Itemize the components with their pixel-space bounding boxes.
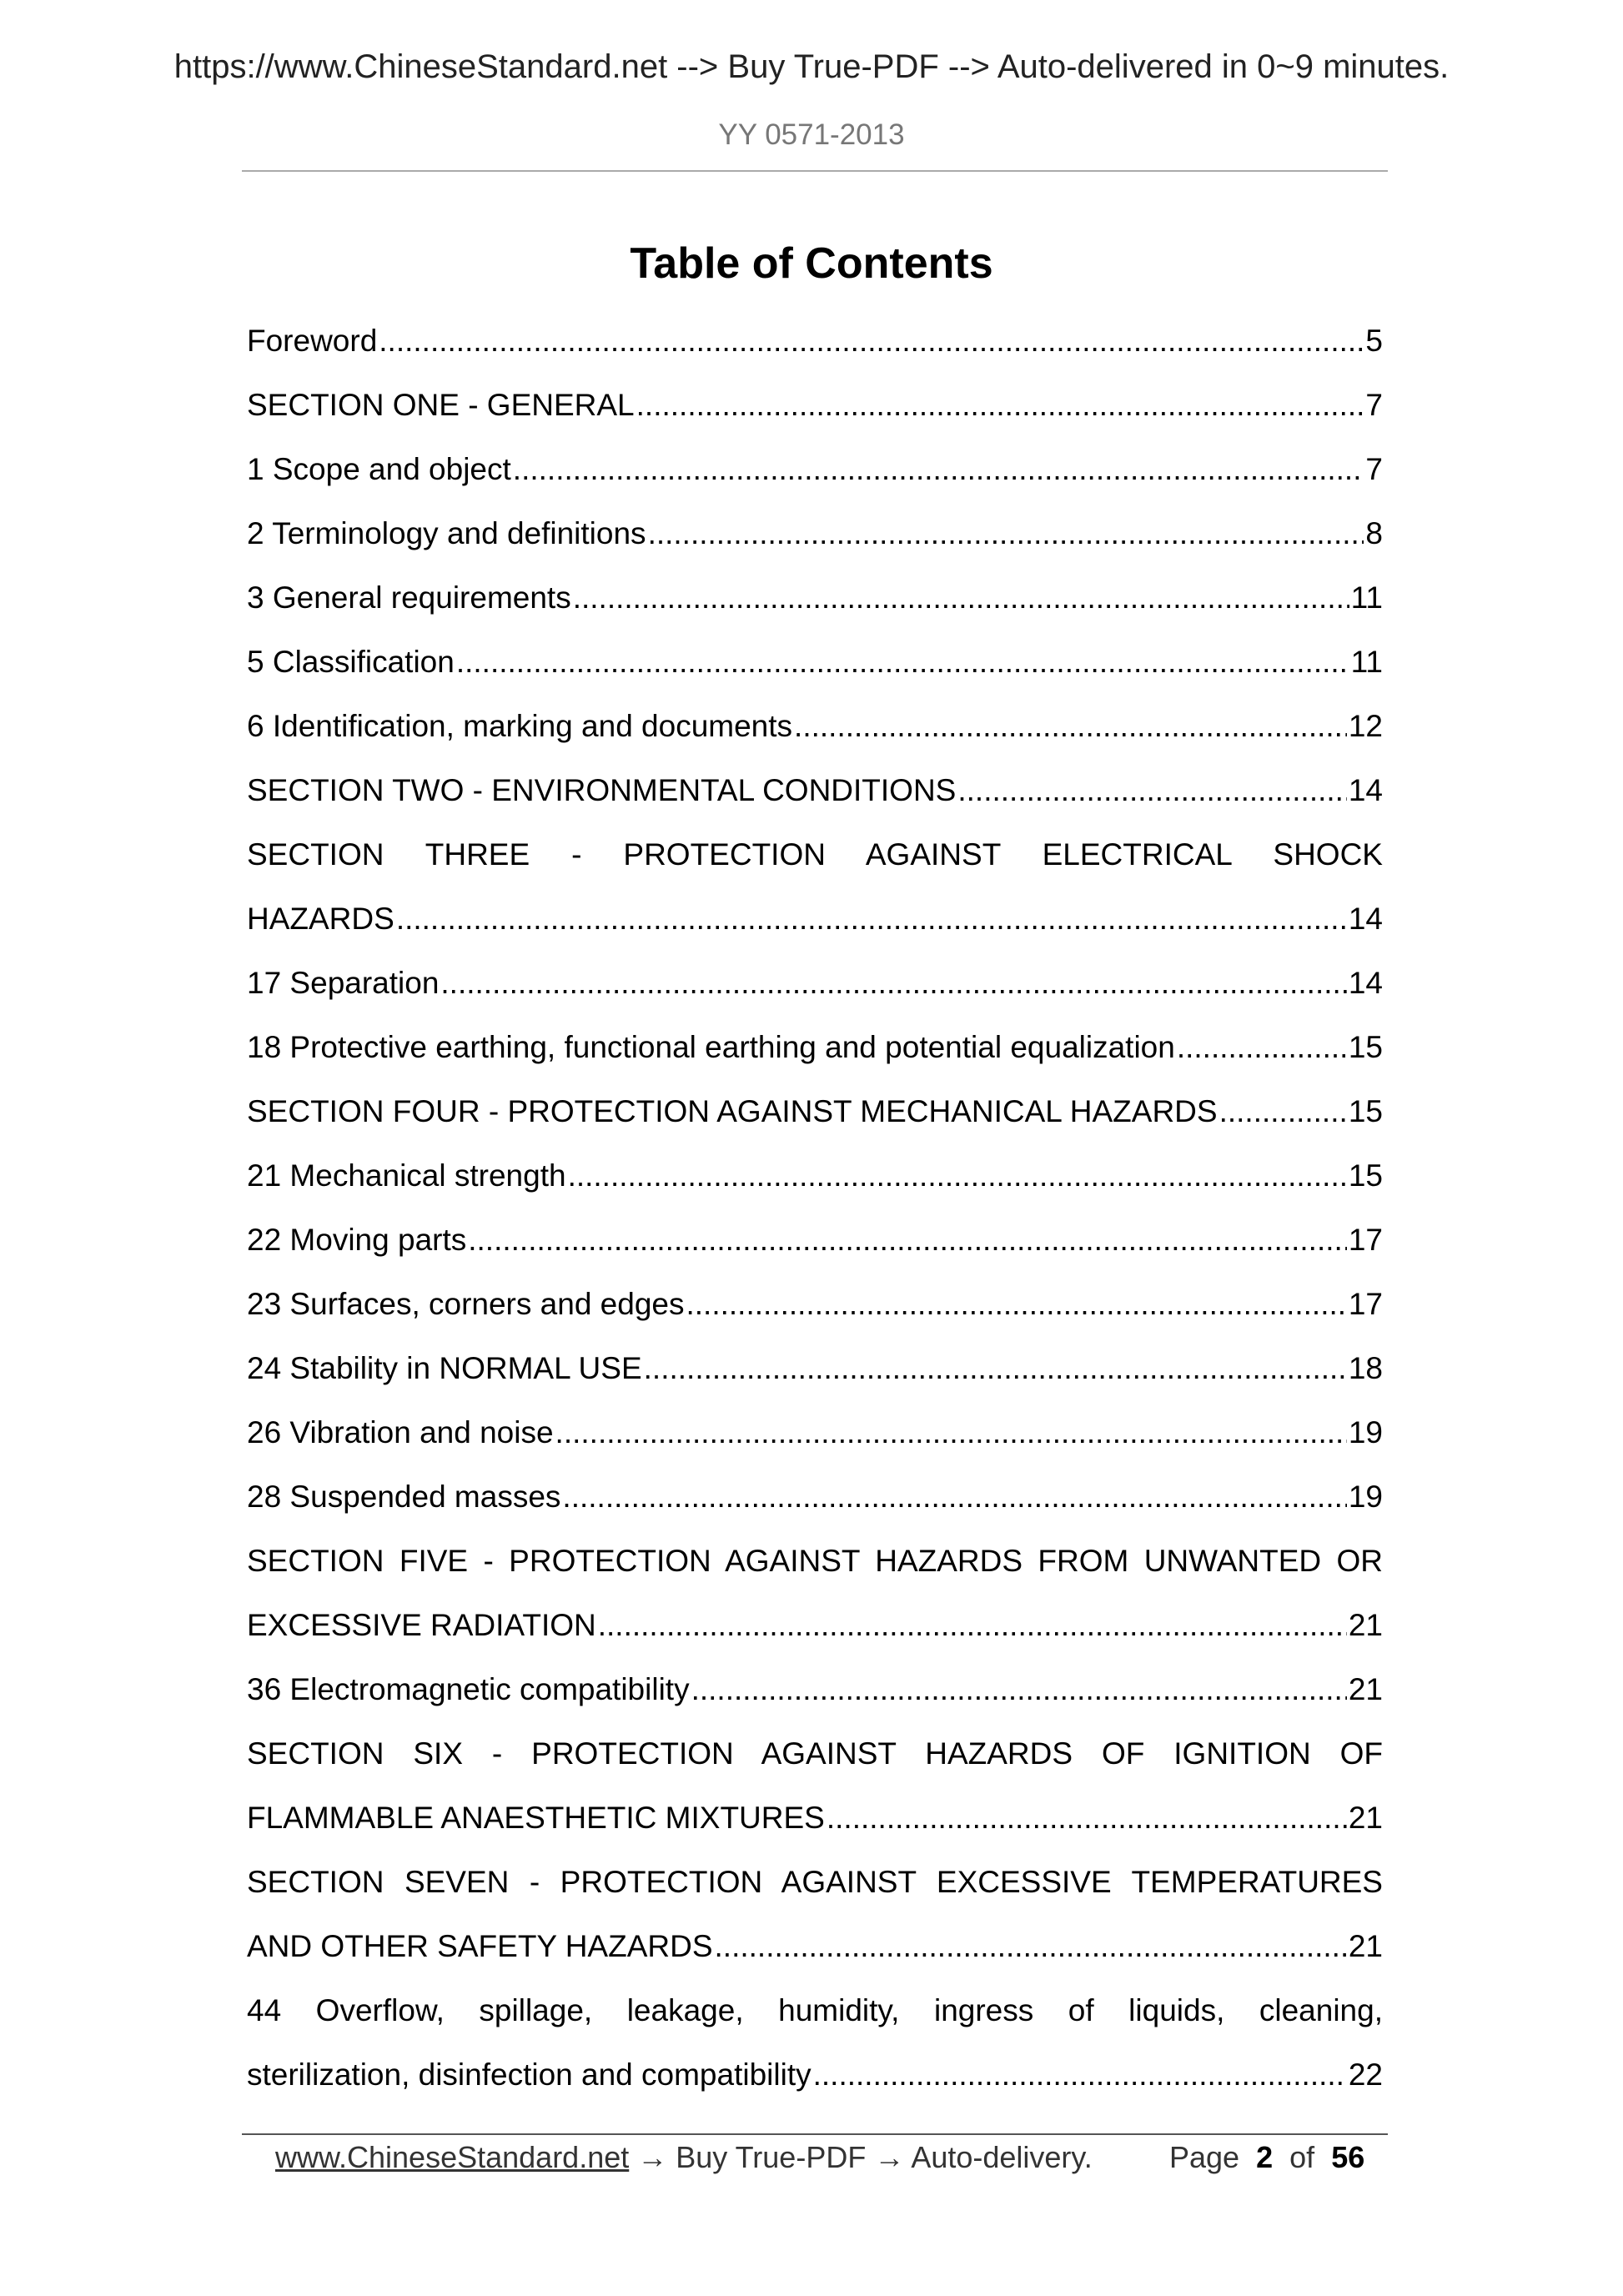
toc-entry-page: 19: [1348, 1415, 1383, 1449]
toc-entry-section-seven[interactable]: [247, 1914, 1383, 1978]
toc-entry-1[interactable]: [247, 437, 1383, 501]
toc-entry-title: SECTION ONE - GENERAL: [247, 388, 635, 422]
toc-entry-page: 11: [1350, 580, 1383, 615]
toc-entry-page: 21: [1348, 1672, 1383, 1706]
table-of-contents: [247, 309, 1383, 2107]
toc-entry-title: 3 General requirements: [247, 580, 571, 615]
dot-leader: [562, 1465, 1346, 1529]
top-banner: https://www.ChineseStandard.net --> Buy True-PDF --> Auto-delivered in 0~9 minutes.: [173, 48, 1450, 85]
toc-entry-title: AND OTHER SAFETY HAZARDS: [247, 1929, 713, 1963]
toc-entry-page: 15: [1348, 1030, 1383, 1064]
dot-leader: [715, 1914, 1347, 1978]
toc-entry-title: EXCESSIVE RADIATION: [247, 1608, 596, 1642]
toc-entry-title: 18 Protective earthing, functional earthing and potential equalization: [247, 1030, 1175, 1064]
dot-leader: [396, 887, 1347, 951]
toc-entry-title: Foreword: [247, 324, 378, 358]
toc-entry-page: 14: [1348, 966, 1383, 1000]
toc-entry-22[interactable]: [247, 1208, 1383, 1272]
toc-entry-title: SECTION TWO - ENVIRONMENTAL CONDITIONS: [247, 773, 957, 807]
footer-link[interactable]: www.ChineseStandard.net: [275, 2140, 630, 2174]
dot-leader: [555, 1400, 1347, 1465]
toc-entry-title: 36 Electromagnetic compatibility: [247, 1672, 690, 1706]
toc-entry-page: 12: [1348, 709, 1383, 743]
toc-entry-foreword[interactable]: [247, 309, 1383, 373]
toc-entry-section-seven-line1[interactable]: SECTION SEVEN - PROTECTION AGAINST EXCESSIVE TEMPERATURES: [247, 1865, 1383, 1899]
toc-entry-section-three-line1[interactable]: SECTION THREE - PROTECTION AGAINST ELECTRICAL SHOCK: [247, 837, 1383, 872]
toc-entry-title: 1 Scope and object: [247, 452, 511, 486]
toc-entry-26[interactable]: [247, 1400, 1383, 1465]
dot-leader: [440, 951, 1346, 1015]
toc-entry-page: 15: [1348, 1158, 1383, 1193]
toc-entry-36[interactable]: [247, 1657, 1383, 1721]
toc-entry-page: 14: [1348, 773, 1383, 807]
header-divider: [242, 170, 1388, 172]
toc-entry-title: HAZARDS: [247, 902, 394, 936]
dot-leader: [691, 1657, 1347, 1721]
toc-entry-section-six[interactable]: [247, 1786, 1383, 1850]
toc-entry-title: 17 Separation: [247, 966, 440, 1000]
dot-leader: [648, 501, 1364, 565]
dot-leader: [794, 694, 1347, 758]
toc-entry-title: SECTION FOUR - PROTECTION AGAINST MECHANICAL HAZARDS: [247, 1094, 1218, 1128]
toc-entry-21[interactable]: [247, 1143, 1383, 1208]
toc-entry-28[interactable]: [247, 1465, 1383, 1529]
toc-entry-23[interactable]: [247, 1272, 1383, 1336]
toc-entry-section-two[interactable]: [247, 758, 1383, 822]
toc-entry-page: 17: [1348, 1287, 1383, 1321]
toc-entry-section-four[interactable]: [247, 1079, 1383, 1143]
toc-entry-section-six-line1[interactable]: SECTION SIX - PROTECTION AGAINST HAZARDS OF IGNITION OF: [247, 1736, 1383, 1771]
toc-entry-title: 22 Moving parts: [247, 1223, 467, 1257]
footer-promo-text: → Buy True-PDF → Auto-delivery.: [629, 2140, 1093, 2174]
page-title: Table of Contents: [630, 239, 993, 288]
toc-entry-page: 15: [1348, 1094, 1383, 1128]
toc-entry-page: 14: [1348, 902, 1383, 936]
dot-leader: [1177, 1015, 1347, 1079]
toc-entry-title: 28 Suspended masses: [247, 1480, 561, 1514]
dot-leader: [379, 309, 1364, 373]
page-indicator: [1169, 2135, 1364, 2180]
toc-entry-page: 21: [1348, 1608, 1383, 1642]
toc-entry-page: 7: [1365, 388, 1383, 422]
toc-entry-title: 6 Identification, marking and documents: [247, 709, 793, 743]
page-label: Page: [1169, 2140, 1240, 2174]
toc-entry-2[interactable]: [247, 501, 1383, 565]
toc-entry-page: 7: [1365, 452, 1383, 486]
dot-leader: [813, 2042, 1347, 2107]
toc-entry-page: 5: [1365, 324, 1383, 358]
toc-entry-page: 22: [1348, 2057, 1383, 2092]
dot-leader: [957, 758, 1346, 822]
dot-leader: [568, 1143, 1347, 1208]
toc-entry-page: 21: [1348, 1801, 1383, 1835]
toc-entry-section-one[interactable]: [247, 373, 1383, 437]
dot-leader: [686, 1272, 1347, 1336]
toc-entry-title: 23 Surfaces, corners and edges: [247, 1287, 685, 1321]
dot-leader: [644, 1336, 1347, 1400]
dot-leader: [636, 373, 1364, 437]
toc-entry-18[interactable]: [247, 1015, 1383, 1079]
dot-leader: [598, 1593, 1347, 1657]
dot-leader: [573, 565, 1349, 630]
toc-entry-3[interactable]: [247, 565, 1383, 630]
toc-entry-title: 26 Vibration and noise: [247, 1415, 554, 1449]
toc-entry-page: 18: [1348, 1351, 1383, 1385]
footer-promo: [275, 2135, 1093, 2180]
current-page-number: 2: [1256, 2140, 1274, 2174]
toc-entry-title: sterilization, disinfection and compatibility: [247, 2057, 812, 2092]
toc-entry-title: 5 Classification: [247, 645, 455, 679]
toc-entry-44[interactable]: [247, 2042, 1383, 2107]
dot-leader: [456, 630, 1349, 694]
of-label: of: [1289, 2140, 1315, 2174]
toc-entry-section-five[interactable]: [247, 1593, 1383, 1657]
toc-entry-section-three[interactable]: [247, 887, 1383, 951]
toc-entry-page: 19: [1348, 1480, 1383, 1514]
document-code: YY 0571-2013: [718, 118, 905, 151]
total-page-count: 56: [1331, 2140, 1365, 2174]
dot-leader: [513, 437, 1364, 501]
toc-entry-title: 24 Stability in NORMAL USE: [247, 1351, 642, 1385]
toc-entry-page: 11: [1350, 645, 1383, 679]
toc-entry-title: 2 Terminology and definitions: [247, 516, 646, 550]
toc-entry-title: FLAMMABLE ANAESTHETIC MIXTURES: [247, 1801, 825, 1835]
toc-entry-44-line1[interactable]: 44 Overflow, spillage, leakage, humidity, ingress of liquids, cleaning,: [247, 1993, 1383, 2027]
toc-entry-page: 21: [1348, 1929, 1383, 1963]
toc-entry-6[interactable]: [247, 694, 1383, 758]
toc-entry-24[interactable]: [247, 1336, 1383, 1400]
toc-entry-page: 17: [1348, 1223, 1383, 1257]
toc-entry-title: 21 Mechanical strength: [247, 1158, 566, 1193]
toc-entry-page: 8: [1365, 516, 1383, 550]
toc-entry-5[interactable]: [247, 630, 1383, 694]
toc-entry-section-five-line1[interactable]: SECTION FIVE - PROTECTION AGAINST HAZARDS FROM UNWANTED OR: [247, 1544, 1383, 1578]
dot-leader: [1219, 1079, 1347, 1143]
toc-entry-17[interactable]: [247, 951, 1383, 1015]
dot-leader: [468, 1208, 1347, 1272]
dot-leader: [827, 1786, 1347, 1850]
